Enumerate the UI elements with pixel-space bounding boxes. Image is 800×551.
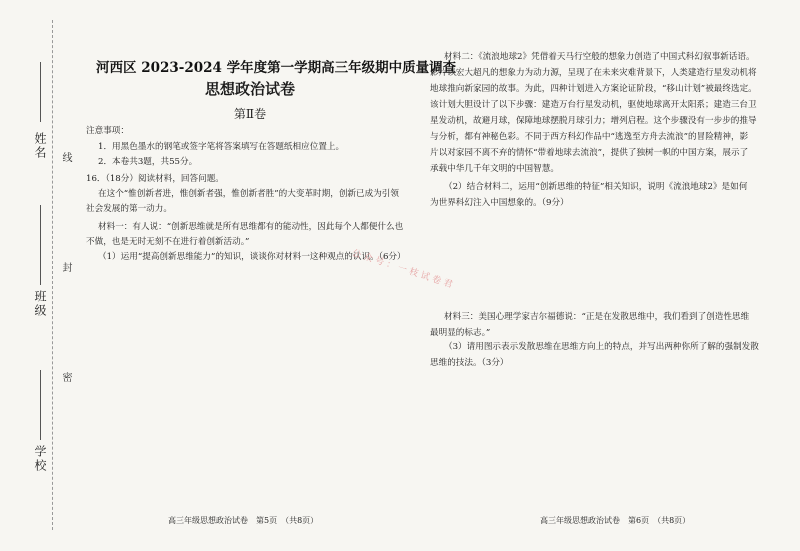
exam-title: 河西区 2023-2024 学年度第一学期高三年级期中质量调查 — [96, 60, 457, 76]
material2-line4: 该计划大胆设计了以下步骤：建造万台行星发动机，驱使地球离开太阳系；建造三台卫 — [430, 100, 757, 110]
binding-dashed-line — [52, 20, 53, 530]
material2-line7: 片以对家园不离不弃的情怀“带着地球去流浪”，提供了独树一帜的中国方案，展示了 — [430, 148, 749, 158]
material3-line2: 最明显的标志。” — [430, 328, 491, 338]
material2-line1: 材料二：《流浪地球2》凭借着天马行空般的想象力创造了中国式科幻叙事新话语。 — [444, 52, 755, 62]
binding-strip — [0, 0, 78, 551]
volume-label: 第Ⅱ卷 — [233, 107, 267, 121]
name-blank-line — [40, 62, 41, 122]
cut-line-char: 线 — [60, 152, 71, 162]
q16-subquestion-1: （1）运用“提高创新思维能力”的知识，谈谈你对材料一这种观点的认识。（6分） — [98, 252, 406, 262]
subject-title: 思想政治试卷 — [204, 80, 295, 98]
name-label: 姓名 — [33, 132, 47, 160]
footer-left-page-number: 高三年级思想政治试卷 第5页 （共8页） — [168, 516, 319, 525]
notes-item-2: 2．本卷共3题，共55分。 — [98, 157, 198, 167]
school-blank-line — [40, 370, 41, 440]
q16-intro-line2: 社会发展的第一动力。 — [86, 204, 172, 214]
seal-char: 封 — [60, 262, 71, 272]
class-label: 班级 — [33, 290, 47, 318]
q16-subquestion-2-line2: 为世界科幻注入中国想象的。（9分） — [430, 198, 569, 208]
material2-line3: 地球推向新家园的故事。为此，四种计划进入方案论证阶段，“移山计划”被最终选定。 — [430, 84, 757, 94]
q16-subquestion-3-line2: 思维的技法。（3分） — [430, 358, 509, 368]
q16-subquestion-2-line1: （2）结合材料二，运用“创新思维的特征”相关知识，说明《流浪地球2》是如何 — [444, 182, 748, 192]
material1-line1: 材料一：有人说：“创新思维就是所有思维都有的能动性，因此每个人都便什么也 — [98, 222, 404, 232]
footer-right-page-number: 高三年级思想政治试卷 第6页 （共8页） — [540, 516, 691, 525]
material2-line8: 承载中华几千年文明的中国智慧。 — [430, 164, 559, 174]
q16-subquestion-3-line1: （3）请用图示表示发散思维在思维方向上的特点，并写出两种你所了解的强制发散 — [444, 342, 759, 352]
notes-heading: 注意事项： — [86, 126, 129, 136]
class-blank-line — [40, 205, 41, 285]
secret-char: 密 — [60, 372, 71, 382]
notes-item-1: 1．用黑色墨水的钢笔或签字笔将答案填写在答题纸相应位置上。 — [98, 142, 345, 152]
school-label: 学校 — [33, 445, 47, 473]
q16-heading: 16．（18分）阅读材料，回答问题。 — [86, 174, 224, 184]
q16-intro-line1: 在这个“惟创新者进，惟创新者强，惟创新者胜”的大变革时期，创新已成为引领 — [98, 189, 399, 199]
material3-line1: 材料三：美国心理学家吉尔福德说：“正是在发散思维中，我们看到了创造性思维 — [444, 312, 750, 322]
material2-line2: 影片以宏大超凡的想象力为动力源，呈现了在未来灾难背景下，人类建造行星发动机将 — [430, 68, 757, 78]
watermark-text: 公众号：一枝试卷君 — [350, 248, 457, 292]
material1-line2: 不做，也是无时无刻不在进行着创新活动。” — [86, 237, 250, 247]
material2-line5: 星发动机，故避月球，保障地球摆脱月球引力；增列启程。这个步骤没有一步步的推导 — [430, 116, 757, 126]
material2-line6: 与分析，都有神秘色彩。不同于西方科幻作品中“逃逸至方舟去流浪”的冒险精神，影 — [430, 132, 749, 142]
